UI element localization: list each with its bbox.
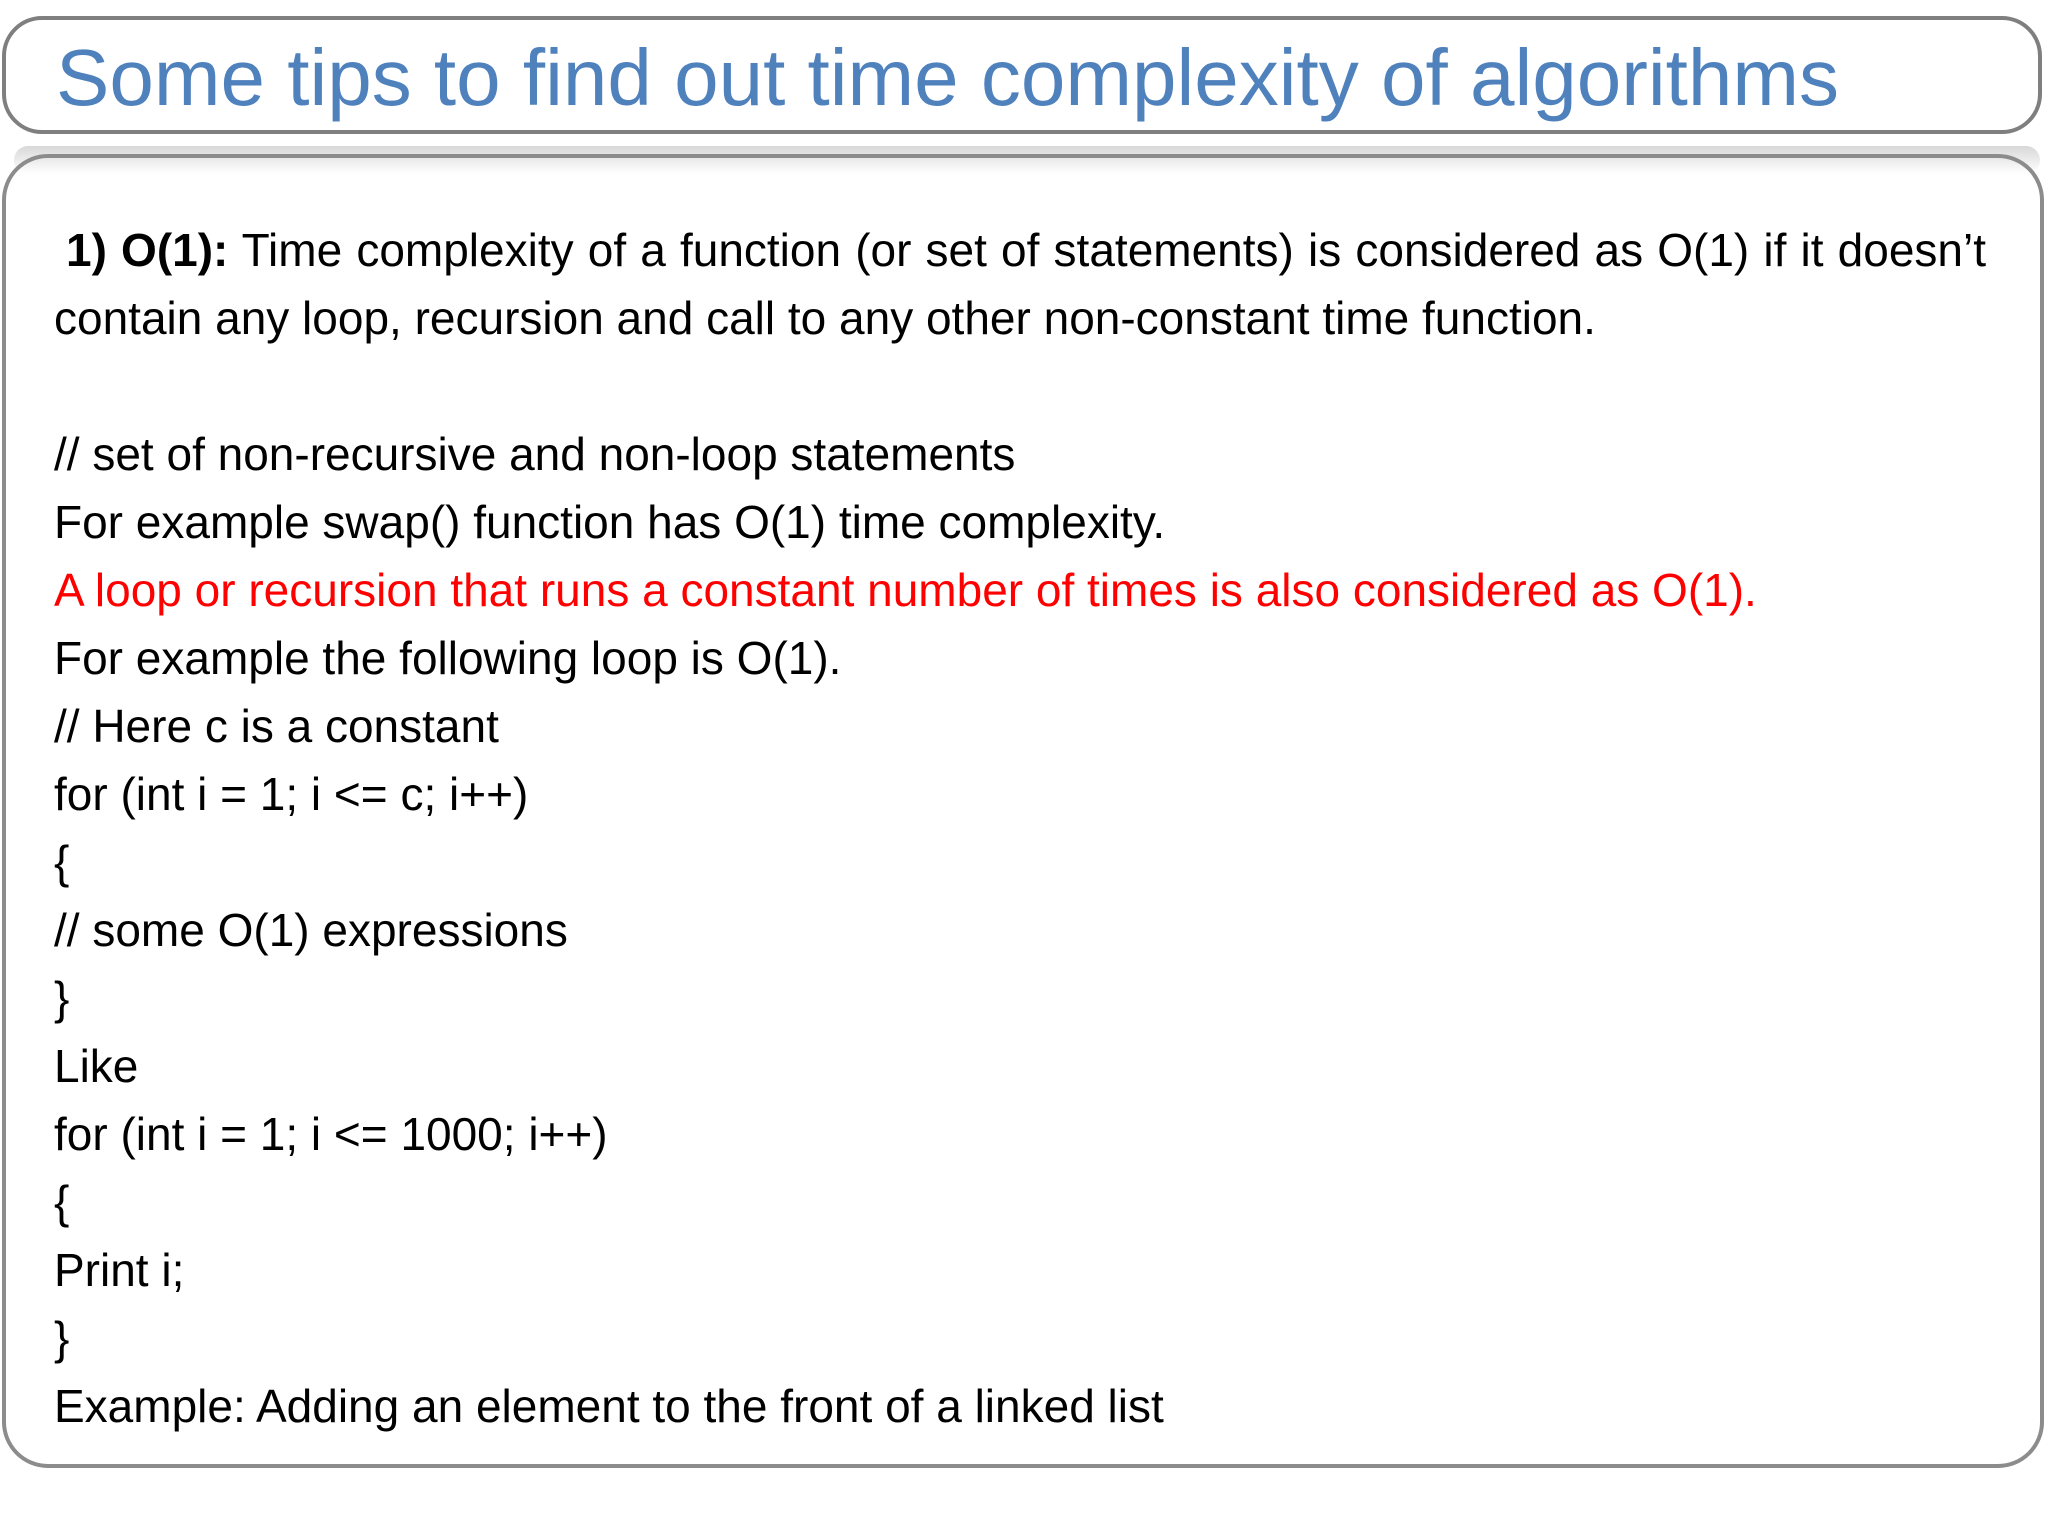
code-line: for (int i = 1; i <= 1000; i++) xyxy=(54,1108,608,1160)
code-line: } xyxy=(54,972,70,1024)
intro-text: Time complexity of a function (or set of statements) is considered as O(1) if it doesn’t contain any loop, recursion and call to any other non-constant time function. xyxy=(54,224,1986,344)
like-line: Like xyxy=(54,1040,139,1092)
code-line: } xyxy=(54,1312,70,1364)
code-line: // some O(1) expressions xyxy=(54,904,568,956)
slide-title: Some tips to find out time complexity of algorithms xyxy=(56,33,1839,122)
code-line: // Here c is a constant xyxy=(54,700,499,752)
linked-list-example-line: Example: Adding an element to the front of a linked list xyxy=(54,1380,1164,1432)
code-line: for (int i = 1; i <= c; i++) xyxy=(54,768,529,820)
swap-example-line: For example swap() function has O(1) time complexity. xyxy=(54,496,1166,548)
code-line: Print i; xyxy=(54,1244,185,1296)
intro-paragraph xyxy=(54,216,1986,352)
code-line: { xyxy=(54,836,70,888)
blank-line xyxy=(54,352,1986,420)
intro-heading: 1) O(1): xyxy=(66,224,229,276)
code-line: { xyxy=(54,1176,70,1228)
comment-line: // set of non-recursive and non-loop statements xyxy=(54,428,1016,480)
loop-example-line: For example the following loop is O(1). xyxy=(54,632,842,684)
slide-content xyxy=(54,216,1986,1440)
highlight-line: A loop or recursion that runs a constant number of times is also considered as O(1). xyxy=(54,564,1757,616)
